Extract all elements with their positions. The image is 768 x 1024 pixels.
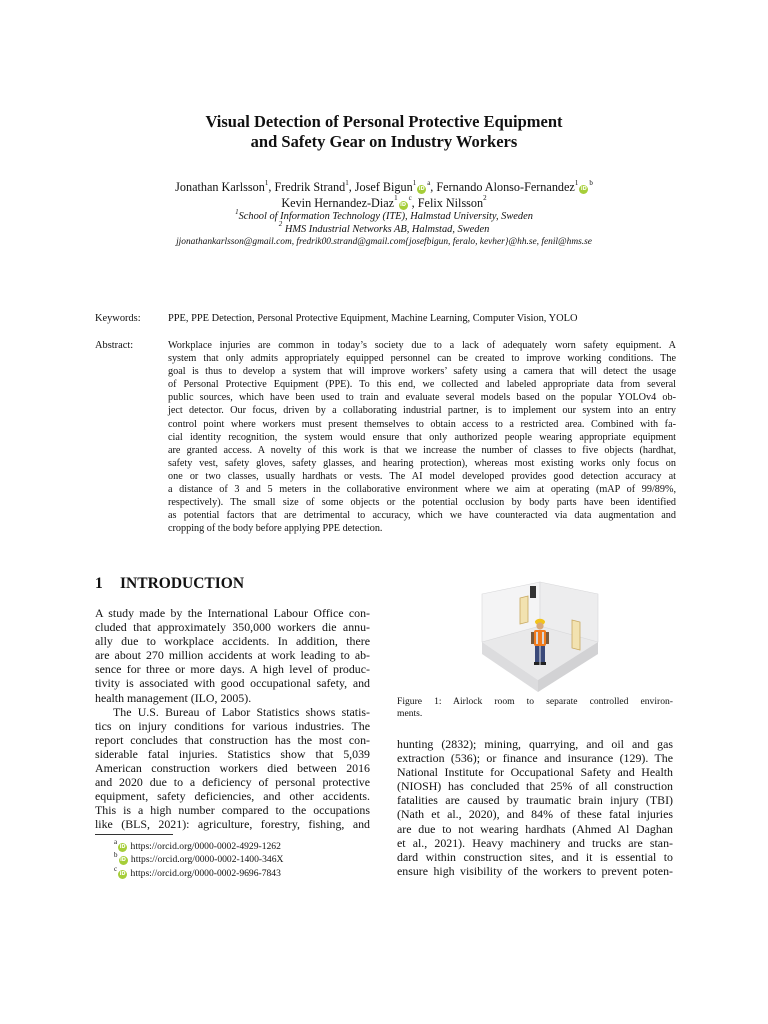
footnote-mark: b [114, 851, 118, 860]
affiliation-text: School of Information Technology (ITE), Halmstad University, Sweden [238, 211, 533, 222]
orcid-link[interactable]: https://orcid.org/0000-0002-1400-346X [130, 854, 284, 866]
section-title: INTRODUCTION [120, 575, 245, 592]
ceiling-camera-icon [530, 586, 536, 598]
orcid-link[interactable]: https://orcid.org/0000-0002-4929-1262 [130, 841, 281, 852]
orcid-icon[interactable]: iD [580, 186, 587, 192]
author-name: Fredrik Strand [274, 180, 346, 194]
footnote-mark: c [114, 864, 118, 873]
section-heading [95, 575, 244, 593]
abstract-line: a distance of 3 and 5 meters in the collaborative environment where we aim at operating (mAP of 99/89%, [168, 484, 676, 496]
abstract-line: cropping of the body before applying PPE detection. [168, 523, 383, 535]
text-line: The U.S. Bureau of Labor Statistics shows statis- [113, 704, 370, 719]
abstract-line: are granted access. A novelty of this work is that we increase the number of classes to five objects (hardhat, [168, 444, 676, 456]
worker-boot [541, 662, 547, 665]
footnote [114, 853, 283, 866]
affiliation-mark: 1 [574, 178, 579, 187]
vest-stripe [542, 632, 544, 644]
text-line: equipment, safety deficiencies, and other accidents. [95, 789, 370, 804]
author-name: Kevin Hernandez-Diaz [281, 195, 395, 210]
safety-vest [534, 630, 546, 646]
affiliation-mark: 1 [412, 178, 417, 187]
keywords-label: Keywords: [95, 313, 141, 324]
text-line: ally due to workplace accidents. In addition, there [95, 634, 370, 649]
abstract-line: Workplace injuries are common in today’s society due to a lack of adequately worn safety equipment. A [168, 340, 676, 351]
worker-leg [541, 646, 546, 662]
author-line-2: Kevin Hernandez-$Diaz^1iD^c$, Felix Nilsson$^2$ [281, 194, 487, 210]
text-line: hunting (2832); mining, quarrying, and oil and gas [397, 737, 673, 751]
author-name: Fernando Alonso-Fernandez [436, 180, 575, 194]
section-number: 1 [95, 575, 103, 592]
text-line: This is a high number compared to the occupations [95, 803, 370, 818]
right-door [572, 620, 580, 650]
abstract-line: control point where workers must present themselves to obtain access to a restricted area. Combined with fa- [168, 418, 676, 430]
airlock-room-figure [478, 580, 600, 695]
author-name: Jonathan Karlsson [175, 180, 265, 194]
footnotes [114, 837, 284, 880]
text-line: are due to not wearing hardhats (Ahmed Al Daghan [397, 821, 673, 836]
caption-line: Figure 1: Airlock room to separate controlled environ- [397, 696, 673, 707]
abstract-label: Abstract: [95, 340, 134, 351]
text-line: (NIOSH) has concluded that 25% of all construction [397, 779, 673, 794]
orcid-icon[interactable]: iD [400, 201, 406, 208]
worker-boot [534, 662, 540, 665]
abstract-line: ject detector. Our focus, driven by a collaborating industrial partner, is to implement our system into an entry [168, 405, 676, 417]
worker-leg [535, 646, 540, 662]
orcid-icon[interactable]: iD [418, 186, 425, 192]
text-line: and 2020 due to a deficiency of personal protective [95, 775, 370, 790]
orcid-icon: iD [120, 857, 126, 864]
text-line: tics on injury conditions for various industries. The [95, 718, 370, 733]
author-block [60, 180, 708, 248]
text-line: cluded that approximately 350,000 workers die annu- [95, 620, 370, 635]
text-line: extraction (536); or finance and insurance (129). The [397, 751, 673, 766]
orcid-mark: b [589, 178, 593, 187]
keywords-text: PPE, PPE Detection, Personal Protective Equipment, Machine Learning, Computer Vision, YOLO [168, 313, 578, 324]
orcid-mark: a [427, 178, 431, 187]
paragraph [95, 705, 370, 832]
vest-stripe [536, 632, 538, 644]
paper-title [0, 112, 768, 152]
affiliation-mark: 2 [483, 194, 487, 203]
figure-caption [397, 696, 673, 721]
left-column [95, 606, 370, 832]
text-line: dard within construction sites, and it is essential to [397, 849, 673, 864]
title-line-1: Visual Detection of Personal Protective Equipment [205, 112, 563, 131]
affiliation-mark: 1 [394, 194, 398, 203]
abstract-line: respectively). The small size of some objects or the potential occlusion by body parts have been identified [168, 497, 676, 509]
orcid-icon: iD [119, 870, 126, 877]
author-line-1: Jonathan Karlsson$^1$, Fredrik Strand$^1$, Josef $Bigun^1iD^a$, Fernando Alonso-$Fernandez^1iD^b$ [175, 178, 593, 194]
abstract-line: cial identity recognition, the system would ensure that only authorized people wearing appropriate equipment [168, 431, 676, 443]
text-line: tivity is associated with good occupational safety, and [95, 676, 370, 691]
text-line: American construction workers died between 2016 [95, 761, 370, 776]
affiliation-mark: 1 [345, 178, 349, 187]
text-line: A study made by the International Labour Office con- [95, 606, 370, 620]
author-name: Felix Nilsson [417, 195, 484, 210]
text-line: report concludes that construction has the most con- [95, 732, 370, 747]
worker-arm [546, 632, 549, 644]
text-line: ensure high visibility of the workers to prevent poten- [397, 863, 673, 878]
orcid-mark: c [408, 194, 412, 203]
text-line: (Nath et al., 2020), and 84% of these fatal injuries [397, 807, 673, 822]
affiliation-number: 2 [278, 220, 283, 229]
text-line: et al., 2021). Heavy machinery and trucks are stan- [397, 835, 673, 850]
author-emails[interactable]: jjonathankarlsson@gmail.com, fredrik00.strand@gmail.com{josefbigun, feralo, kevher}@hh.se, fenil@hms.se [176, 237, 592, 247]
text-line: fatalities are caused by traumatic brain injury (TBI) [397, 793, 673, 808]
worker-arm [531, 632, 534, 644]
text-line: National Institute for Occupational Safety and Health [397, 765, 673, 780]
text-line: health management (ILO, 2005). [95, 690, 252, 705]
footnote-rule [95, 834, 173, 835]
abstract-line: one or two classes, usually hardhats or vests. The AI model developed provides good detection accuracy at [168, 470, 676, 482]
footnote-mark: a [114, 837, 118, 846]
author-name: Josef Bigun [354, 180, 413, 194]
orcid-link[interactable]: https://orcid.org/0000-0002-9696-7843 [130, 867, 281, 879]
right-column [397, 737, 673, 878]
abstract-text [168, 339, 676, 535]
paragraph [95, 606, 370, 705]
text-line: are about 270 million accidents at work leading to ab- [95, 648, 370, 663]
orcid-icon: iD [119, 844, 126, 850]
left-door [520, 596, 528, 624]
worker-head [536, 622, 543, 629]
abstract-line: system that only admits appropriately equipped personnel can be created to improve working conditions. The [168, 353, 676, 365]
affiliation-mark: 1 [264, 178, 269, 187]
abstract-line: goal is thus to develop a system that will improve workers’ safety using a camera that will detect the usage [168, 366, 676, 378]
abstract-line: safety vest, safety gloves, safety glasses, and hearing protection), whereas most existing works only focus on [168, 457, 676, 469]
abstract-line: public sources, which have been used to train and evaluate several models based on the popular YOLOv4 ob- [168, 392, 676, 404]
text-line: sence for three or more days. A high level of produc- [95, 662, 370, 677]
abstract-line: as potential factors that are detrimental to accuracy, which we have counteracted via data augmentation and [168, 510, 676, 522]
abstract-line: of Personal Protective Equipment (PPE). To this end, we collected and labeled appropriate data from several [168, 379, 676, 391]
affiliation-1 [60, 207, 708, 224]
text-line: siderable fatal injuries. Statistics show that 5,039 [95, 746, 370, 761]
affiliation-2 [60, 220, 708, 237]
text-line: like (BLS, 2021): agriculture, forestry, fishing, and [95, 817, 370, 832]
affiliation-number: 1 [235, 207, 239, 216]
caption-line: ments. [397, 708, 423, 720]
title-line-2: and Safety Gear on Industry Workers [250, 132, 518, 151]
footnote [114, 864, 283, 880]
footnote [114, 837, 283, 853]
affiliation-text: HMS Industrial Networks AB, Halmstad, Sweden [284, 223, 490, 235]
